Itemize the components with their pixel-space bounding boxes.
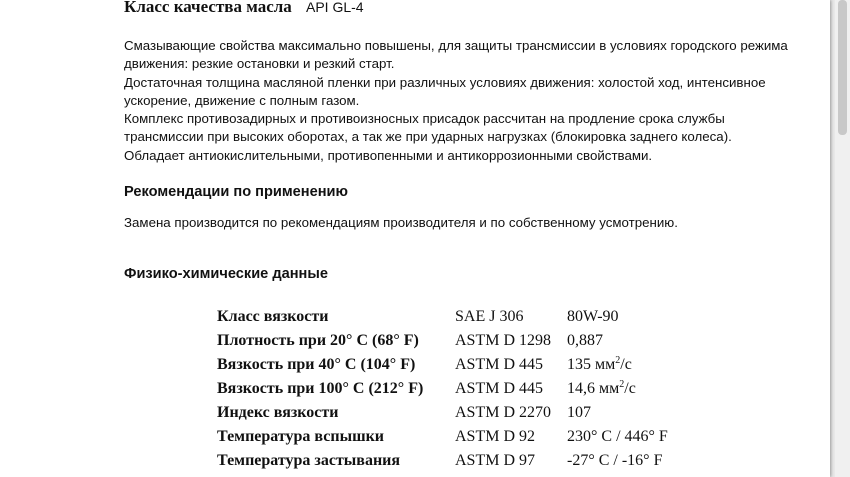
spec-method: SAE J 306	[455, 308, 524, 325]
spec-value-text: 230° C / 446° F	[567, 428, 668, 445]
spec-value	[567, 329, 603, 353]
spec-value-suffix: /с	[620, 356, 632, 373]
physchem-heading: Физико-химические данные	[124, 266, 328, 282]
vertical-scrollbar[interactable]	[835, 0, 850, 477]
recommendations-text: Замена производится по рекомендациям производителя и по собственному усмотрению.	[124, 215, 678, 230]
spec-value-text: 0,887	[567, 332, 603, 349]
description-block	[124, 37, 804, 165]
spec-method: ASTM D 1298	[455, 332, 552, 349]
spec-value-sup: 2	[615, 355, 621, 366]
spec-value	[567, 353, 632, 379]
description-paragraph: Достаточная толщина масляной пленки при различных условиях движения: холостой ход, интенсивное ускорение, движение с полным газом.	[124, 74, 766, 108]
recommendations-heading: Рекомендации по применению	[124, 184, 348, 200]
scrollbar-thumb[interactable]	[838, 0, 847, 135]
spec-method: ASTM D 2270	[455, 404, 552, 421]
spec-method: ASTM D 445	[455, 356, 544, 373]
spec-value-text: -27° C / -16° F	[567, 452, 663, 469]
spec-value-text: 135 мм	[567, 356, 616, 373]
spec-value-suffix: /с	[624, 380, 636, 397]
oil-class-label: Класс качества масла	[124, 0, 292, 16]
spec-value	[567, 377, 636, 403]
spec-value-text: 14,6 мм	[567, 380, 620, 397]
spec-name: Вязкость при 40° C (104° F)	[217, 356, 416, 373]
spec-method: ASTM D 97	[455, 452, 536, 469]
spec-value-text: 80W-90	[567, 308, 619, 325]
spec-name: Вязкость при 100° C (212° F)	[217, 380, 424, 397]
spec-value-sup: 2	[619, 379, 625, 390]
spec-value	[567, 305, 619, 329]
spec-method: ASTM D 445	[455, 380, 544, 397]
description-paragraph: Смазывающие свойства максимально повышены, для защиты трансмиссии в условиях городского режима движения: резкие остановки и резкий старт.	[124, 38, 788, 72]
spec-name: Плотность при 20° C (68° F)	[217, 332, 419, 349]
description-paragraph: Обладает антиокислительными, противопенными и антикоррозионными свойствами.	[124, 147, 653, 163]
spec-value	[567, 449, 662, 473]
spec-name: Температура застывания	[217, 452, 401, 469]
spec-name: Температура вспышки	[217, 428, 385, 445]
spec-name: Класс вязкости	[217, 308, 329, 325]
spec-value	[567, 401, 591, 425]
oil-class-value: API GL-4	[306, 0, 364, 15]
description-paragraph: Комплекс противозадирных и противоизносных присадок рассчитан на продление срока службы трансмиссии при высоких оборотах, а так же при ударных нагрузках (блокировка заднего колеса).	[124, 111, 732, 145]
spec-value	[567, 425, 668, 449]
spec-value-text: 107	[567, 404, 591, 421]
spec-method: ASTM D 92	[455, 428, 536, 445]
spec-name: Индекс вязкости	[217, 404, 339, 421]
